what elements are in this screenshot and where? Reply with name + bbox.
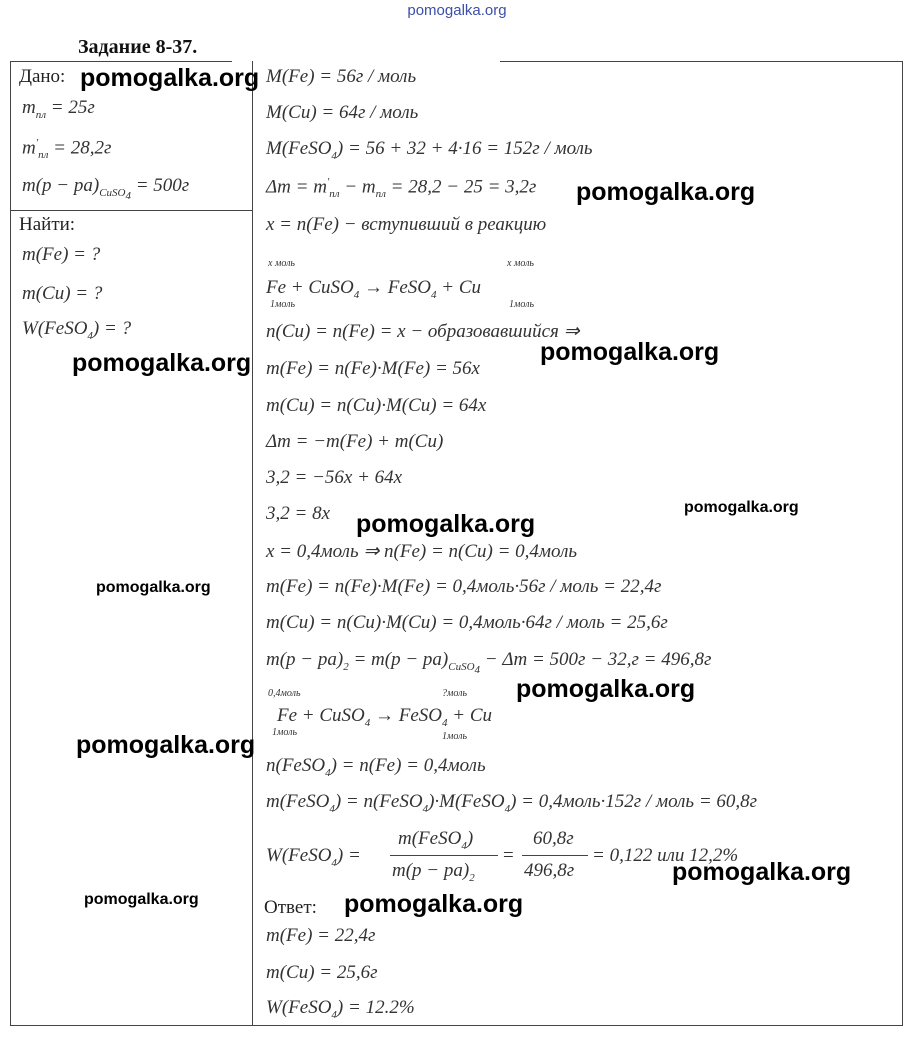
frame-top-right	[500, 61, 903, 62]
solution-line: 3,2 = 8x	[266, 503, 331, 524]
equation-2: Fe + CuSO$_4$ → FeSO$_4$ + Cu	[277, 705, 493, 729]
frame-bottom	[10, 1025, 903, 1026]
find-line: m(Fe) = ?	[22, 244, 101, 265]
eq1-annotation: x моль	[507, 258, 534, 269]
eq1-annotation: x моль	[268, 258, 295, 269]
fraction-numerator: m(FeSO$_4$)	[398, 828, 474, 852]
eq1-annotation: 1моль	[509, 299, 535, 310]
solution-line: M(FeSO$_4$) = 56 + 32 + 4·16 = 152г / моль	[266, 138, 593, 162]
equals-sign: =	[503, 845, 514, 866]
solution-line: 3,2 = −56x + 64x	[266, 467, 403, 488]
answer-line: m(Fe) = 22,4г	[266, 925, 376, 946]
solution-line: m(FeSO$_4$) = n(FeSO$_4$)·M(FeSO$_4$) = 0,4моль·152г / моль = 60,8г	[266, 791, 758, 815]
fraction-bar	[522, 855, 588, 856]
given-line: $m'_{пл} = 28,2г$	[22, 137, 112, 162]
solution-line: M(Cu) = 64г / моль	[266, 102, 419, 123]
watermark: pomogalka.org	[84, 891, 199, 908]
watermark: pomogalka.org	[684, 499, 799, 516]
solution-line: n(Cu) = n(Fe) = x − образовавшийся ⇒	[266, 321, 580, 342]
answer-label: Ответ:	[264, 897, 317, 918]
frame-divider-vertical	[252, 61, 253, 1026]
watermark: pomogalka.org	[672, 858, 852, 886]
watermark: pomogalka.org	[576, 178, 756, 206]
given-line: $m(p - pa)_{CuSO_4} = 500г$	[22, 175, 190, 202]
eq2-annotation: 0,4моль	[268, 688, 301, 699]
watermark: pomogalka.org	[344, 890, 524, 918]
find-line: W(FeSO$_4$) = ?	[22, 318, 132, 342]
solution-line: m(Cu) = n(Cu)·M(Cu) = 64x	[266, 395, 487, 416]
frame-top-left	[10, 61, 232, 62]
solution-line: n(FeSO$_4$) = n(Fe) = 0,4моль	[266, 755, 486, 779]
site-header-link[interactable]: pomogalka.org	[407, 2, 507, 19]
given-line: $m_{пл} = 25г$	[22, 97, 95, 121]
solution-line: m(Cu) = n(Cu)·M(Cu) = 0,4моль·64г / моль = 25,6г	[266, 612, 668, 633]
watermark: pomogalka.org	[76, 731, 256, 759]
eq2-annotation: 1моль	[272, 727, 298, 738]
solution-line: $\Delta m = m'_{пл} - m_{пл} = 28,2 - 25 = 3,2г$	[266, 176, 537, 201]
given-label: Дано:	[19, 66, 66, 87]
solution-line: x = n(Fe) − вступивший в реакцию	[266, 214, 547, 235]
fraction-bar	[390, 855, 498, 856]
solution-line: x = 0,4моль ⇒ n(Fe) = n(Cu) = 0,4моль	[266, 541, 578, 562]
given-find-divider	[10, 210, 253, 211]
watermark: pomogalka.org	[80, 64, 260, 92]
find-label: Найти:	[19, 214, 76, 235]
equation-1: Fe + CuSO$_4$ → FeSO$_4$ + Cu	[266, 277, 482, 301]
frame-left	[10, 61, 11, 1026]
solution-line: m(Fe) = n(Fe)·M(Fe) = 0,4моль·56г / моль = 22,4г	[266, 576, 662, 597]
eq1-annotation: 1моль	[270, 299, 296, 310]
mass-fraction-formula: W(FeSO$_4$) =	[266, 845, 361, 869]
watermark: pomogalka.org	[540, 338, 720, 366]
fraction-denominator: 496,8г	[524, 860, 575, 881]
find-line: m(Cu) = ?	[22, 283, 103, 304]
fraction-result: = 0,122 или 12,2%	[592, 845, 739, 866]
solution-line: M(Fe) = 56г / моль	[266, 66, 417, 87]
eq2-annotation: 1моль	[442, 731, 468, 742]
answer-line: W(FeSO$_4$) = 12.2%	[266, 997, 415, 1021]
watermark: pomogalka.org	[356, 510, 536, 538]
fraction-denominator: $m(p - pa)_2$	[392, 860, 475, 884]
solution-line: m(Fe) = n(Fe)·M(Fe) = 56x	[266, 358, 480, 379]
answer-line: m(Cu) = 25,6г	[266, 962, 378, 983]
watermark: pomogalka.org	[96, 579, 211, 596]
frame-right	[902, 61, 903, 1026]
fraction-numerator: 60,8г	[533, 828, 574, 849]
watermark: pomogalka.org	[516, 675, 696, 703]
watermark: pomogalka.org	[72, 349, 252, 377]
eq2-annotation: ?моль	[442, 688, 468, 699]
task-title: Задание 8-37.	[78, 36, 198, 58]
solution-line: $m(p - pa)_2 = m(p - pa)_{CuSO_4} - \Delta m = 500г - 32,г = 496,8г$	[266, 649, 712, 676]
solution-line: Δm = −m(Fe) + m(Cu)	[266, 431, 444, 452]
